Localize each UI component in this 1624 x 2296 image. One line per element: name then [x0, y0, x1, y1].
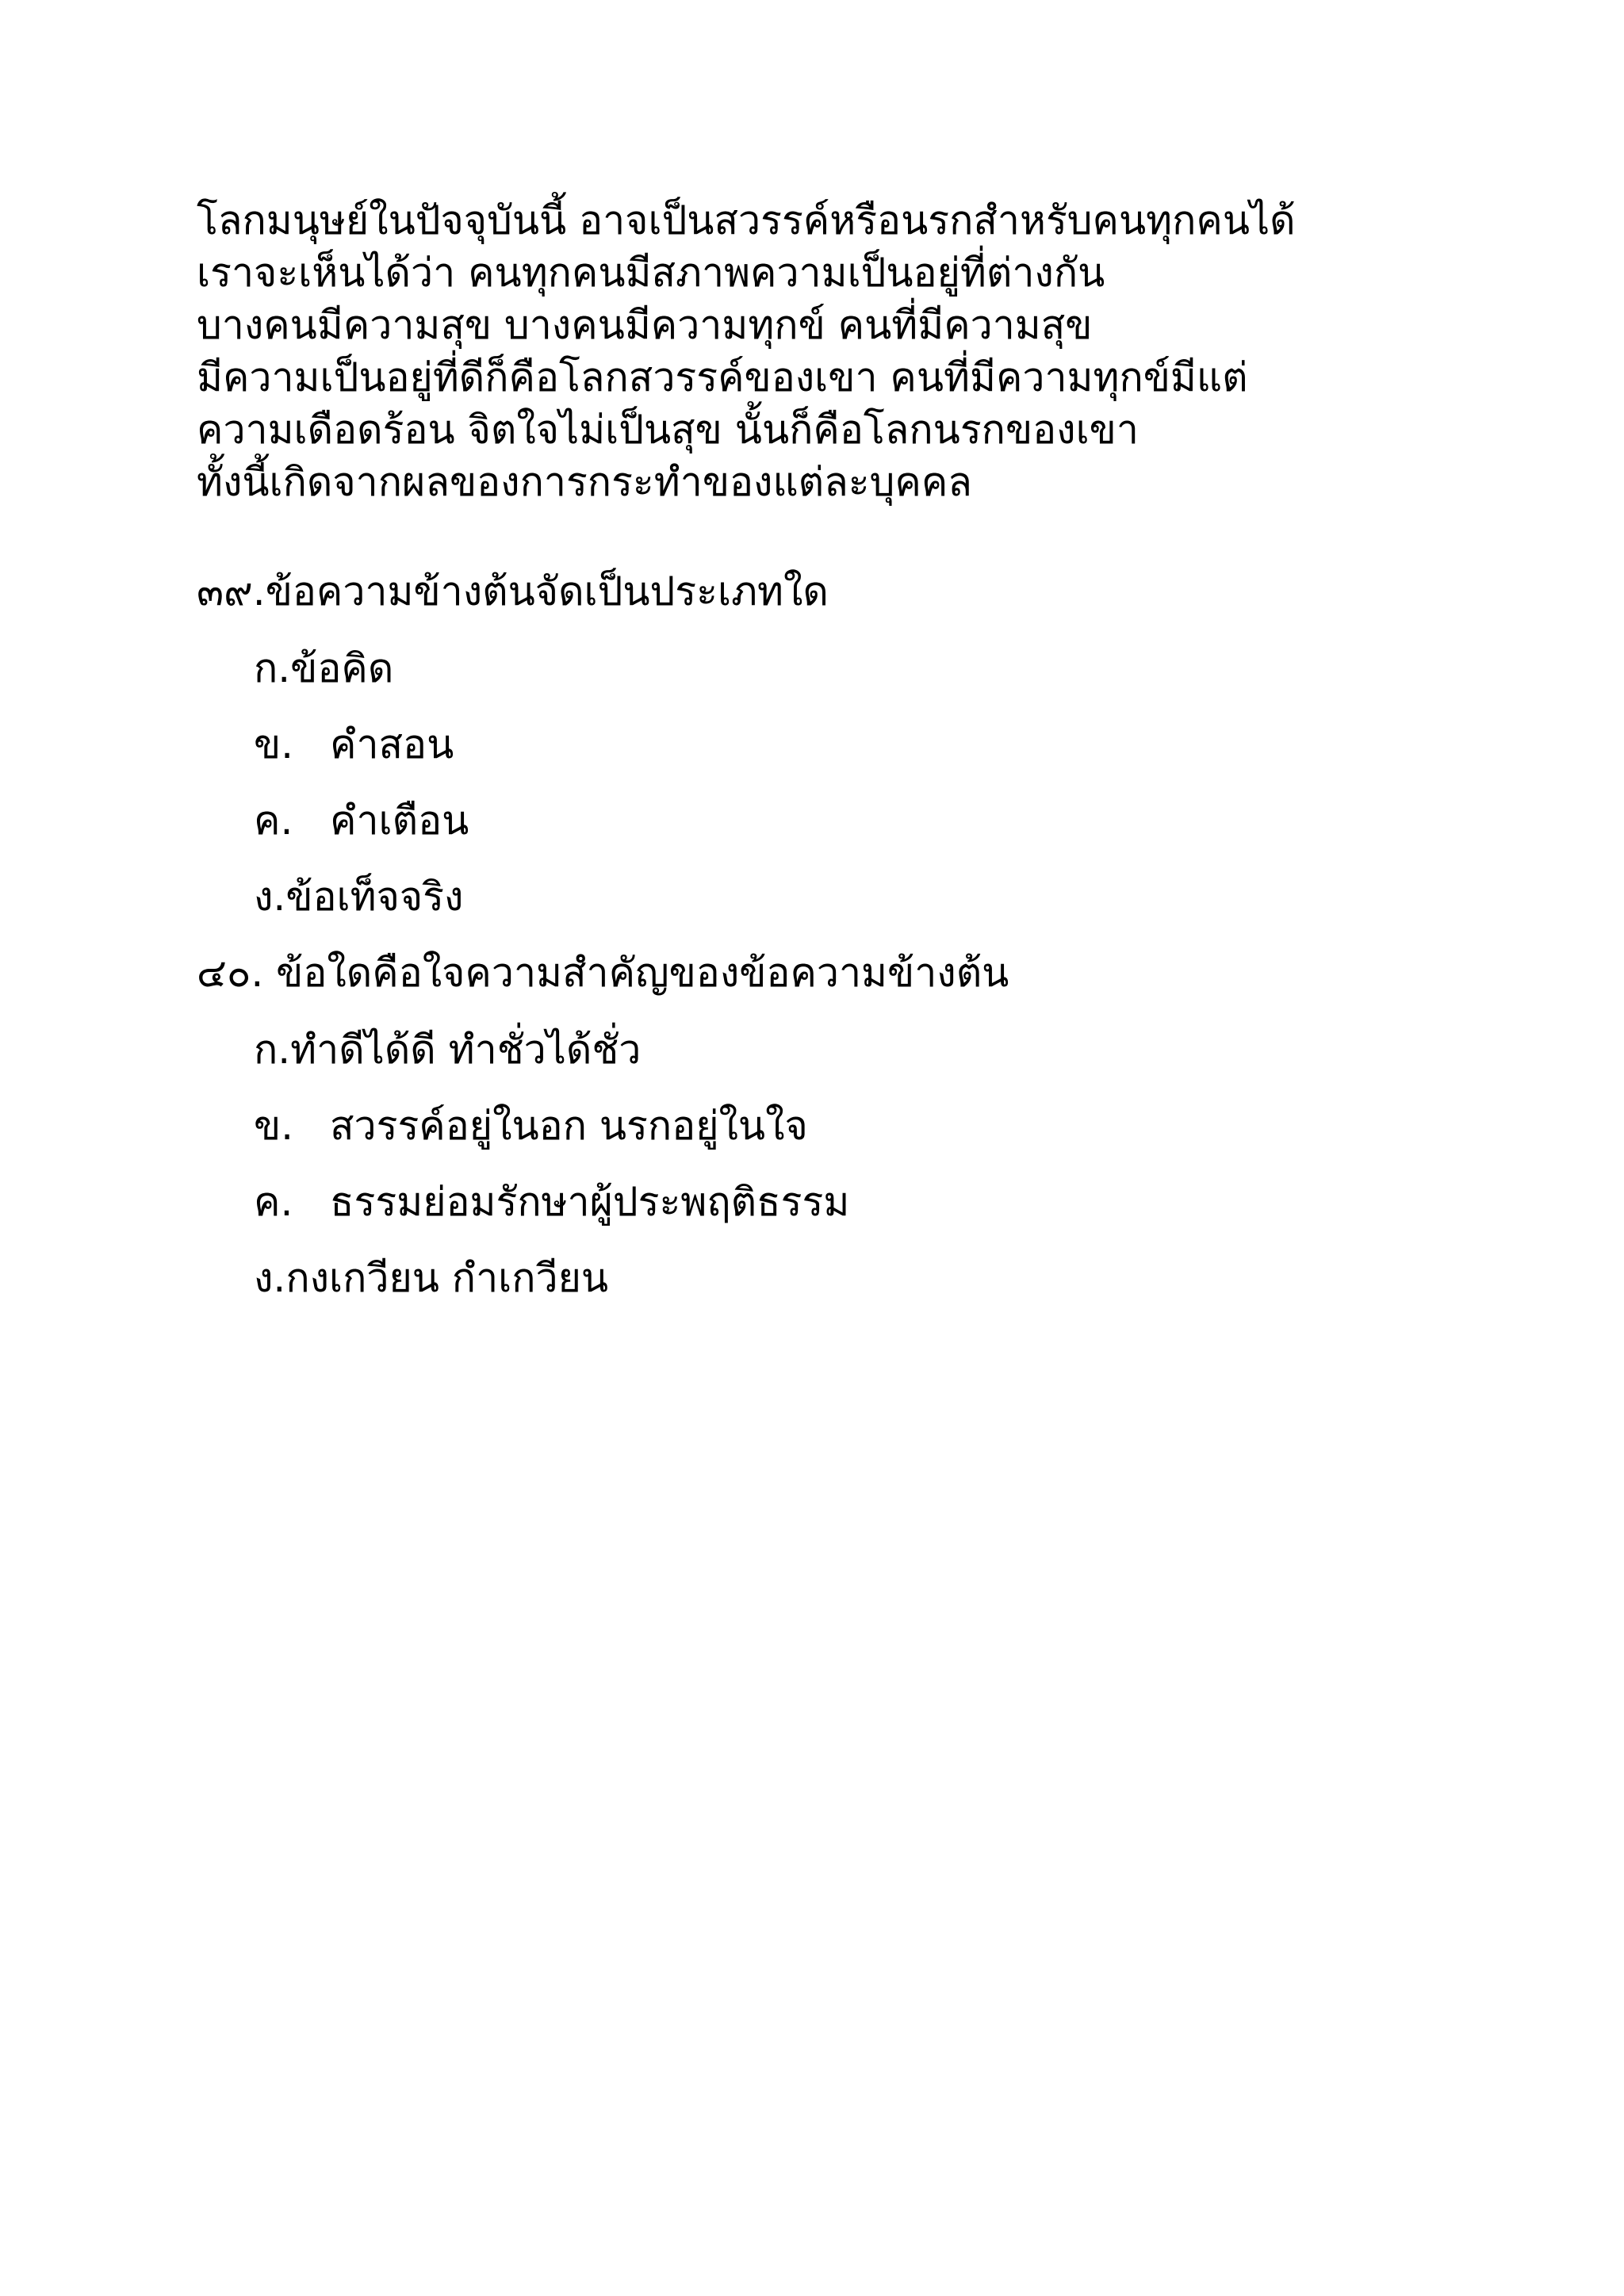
option-letter: ข. — [254, 721, 294, 767]
question-40-option-b — [254, 1100, 808, 1152]
option-text: ข้อเท็จจริง — [285, 874, 464, 920]
option-letter: ค. — [254, 798, 293, 844]
question-39-stem: ๓๙.ข้อความข้างต้นจัดเป็นประเภทใด — [197, 568, 829, 614]
option-letter: ง. — [254, 874, 286, 920]
option-letter: ค. — [254, 1179, 293, 1225]
option-letter: ก. — [254, 645, 291, 691]
passage-line: ความเดือดร้อน จิตใจไม่เป็นสุข นั้นก็คือโลกนรกของเขา — [197, 407, 1139, 453]
passage-line: ทั้งนี้เกิดจากผลของการกระทำของแต่ละบุคคล — [197, 459, 972, 505]
question-40-stem: ๔๐. ข้อใดคือใจความสำคัญของข้อความข้างต้น — [197, 950, 1009, 996]
question-39-option-d — [254, 871, 463, 923]
question-39-option-a — [254, 642, 393, 695]
option-text: คำสอน — [330, 721, 454, 767]
option-text: คำเตือน — [330, 798, 469, 844]
option-text: กงเกวียน กำเกวียน — [285, 1255, 609, 1301]
option-text: ทำดีได้ดี ทำชั่วได้ชั่ว — [290, 1027, 642, 1073]
question-40-option-d — [254, 1252, 608, 1304]
passage-line: โลกมนุษย์ในปัจจุบันนี้ อาจเป็นสวรรค์หรือนรกสำหรับคนทุกคนได้ — [197, 197, 1296, 243]
option-text: ข้อคิด — [290, 645, 394, 691]
option-letter: ก. — [254, 1027, 291, 1073]
question-40-option-c — [254, 1176, 849, 1228]
option-letter: ง. — [254, 1255, 286, 1301]
question-39-option-c — [254, 794, 469, 847]
question-40-option-a — [254, 1024, 641, 1076]
option-text: สวรรค์อยู่ในอก นรกอยู่ในใจ — [330, 1103, 808, 1149]
passage-line: มีความเป็นอยู่ที่ดีก็คือโลกสวรรค์ของเขา คนที่มีความทุกข์มีแต่ — [197, 354, 1248, 400]
passage-line: เราจะเห็นได้ว่า คนทุกคนมีสภาพความเป็นอยู่ที่ต่างกัน — [197, 250, 1105, 296]
reading-passage — [197, 194, 1434, 508]
option-letter: ข. — [254, 1103, 294, 1149]
option-text: ธรรมย่อมรักษาผู้ประพฤติธรรม — [330, 1179, 850, 1225]
passage-line: บางคนมีความสุข บางคนมีความทุกข์ คนที่มีความสุข — [197, 302, 1093, 348]
question-39-option-b — [254, 718, 454, 771]
